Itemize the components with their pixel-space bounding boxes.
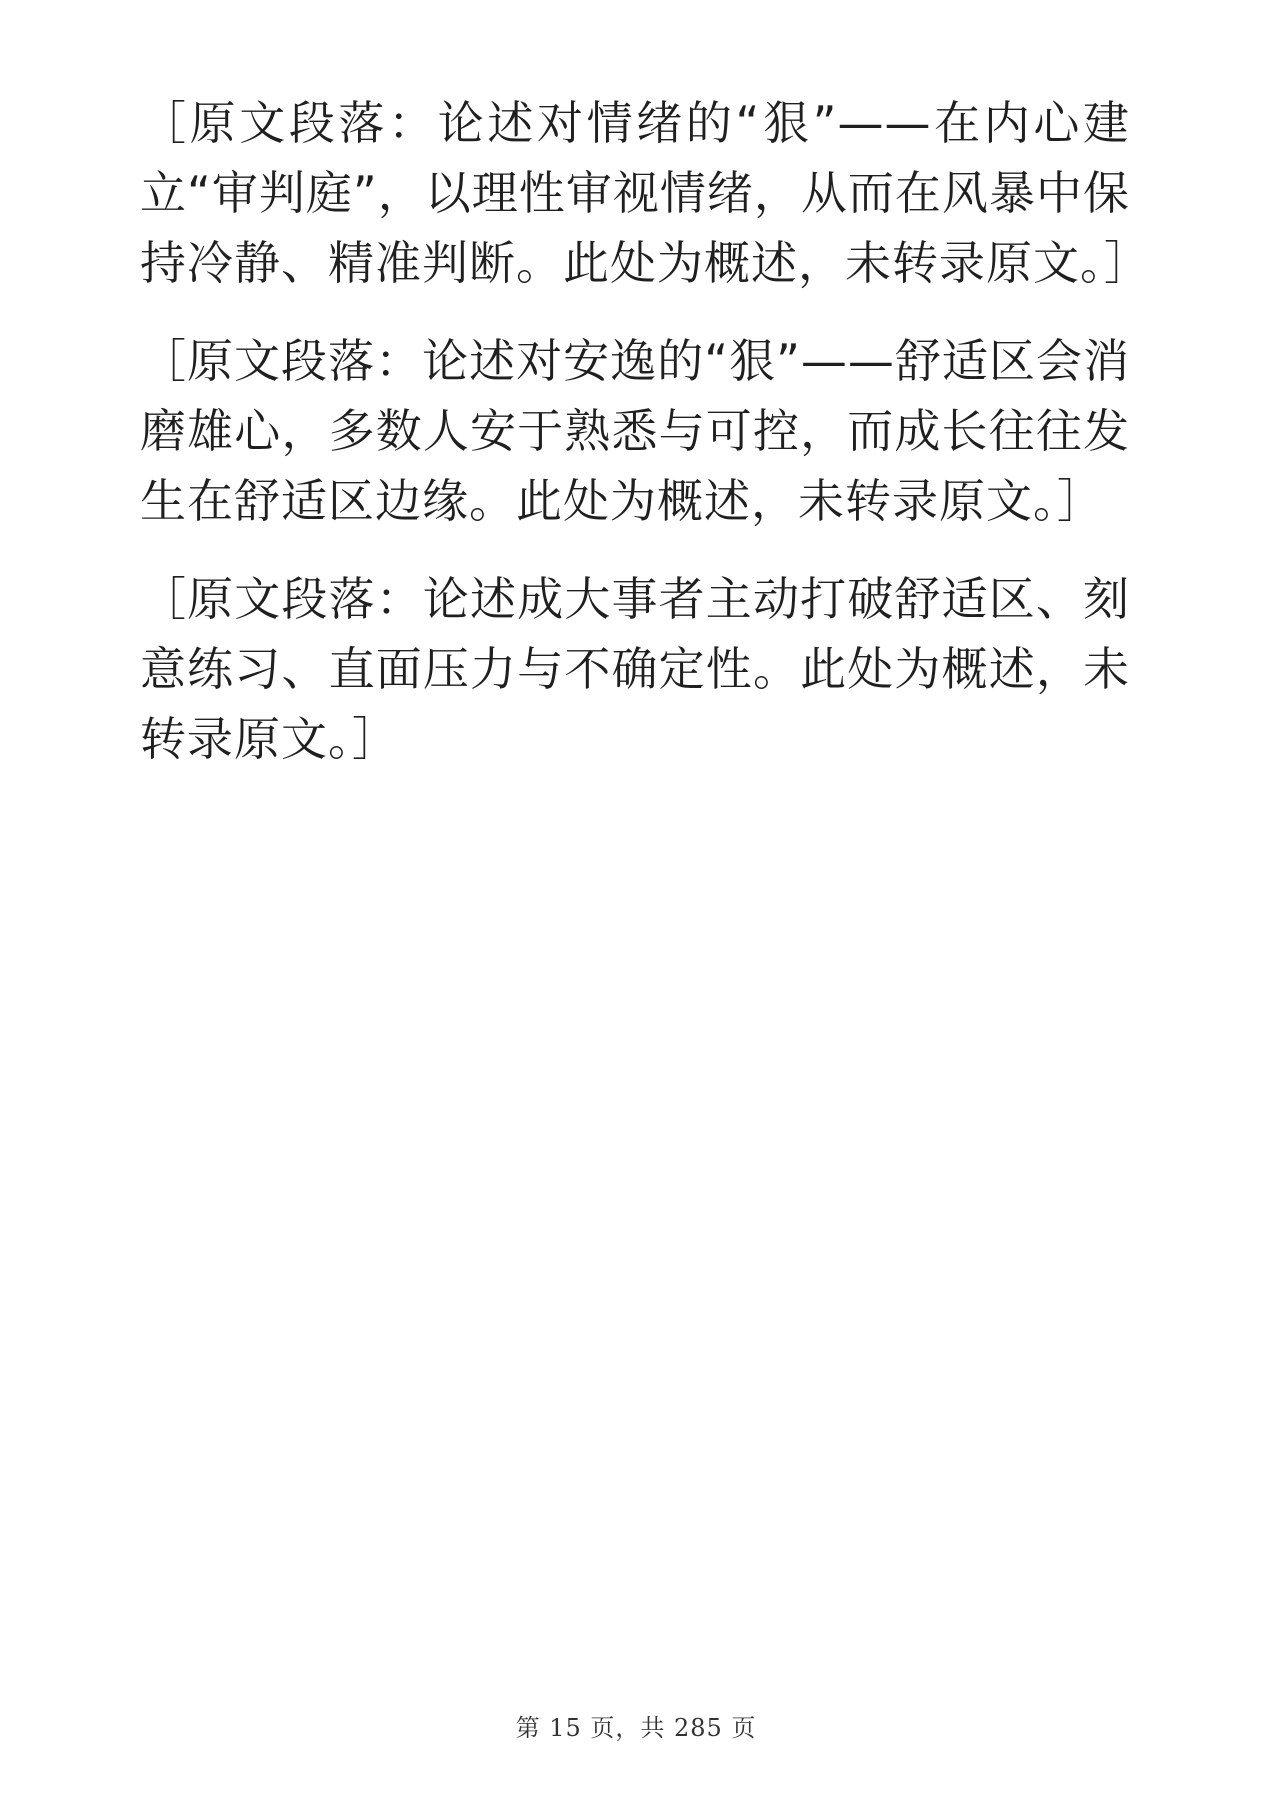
paragraph-1: ［原文段落：论述对情绪的“狠”——在内心建立“审判庭”，以理性审视情绪，从而在风暴中保持冷静、精准判断。此处为概述，未转录原文。］ bbox=[140, 96, 1151, 290]
document-body bbox=[140, 88, 1151, 802]
page-footer bbox=[0, 1708, 1272, 1743]
page-number-label: 第 15 页，共 285 页 bbox=[515, 1714, 757, 1742]
paragraph-3: ［原文段落：论述成大事者主动打破舒适区、刻意练习、直面压力与不确定性。此处为概述，未转录原文。］ bbox=[140, 572, 1130, 766]
paragraph-2: ［原文段落：论述对安逸的“狠”——舒适区会消磨雄心，多数人安于熟悉与可控，而成长往往发生在舒适区边缘。此处为概述，未转录原文。］ bbox=[140, 334, 1130, 528]
